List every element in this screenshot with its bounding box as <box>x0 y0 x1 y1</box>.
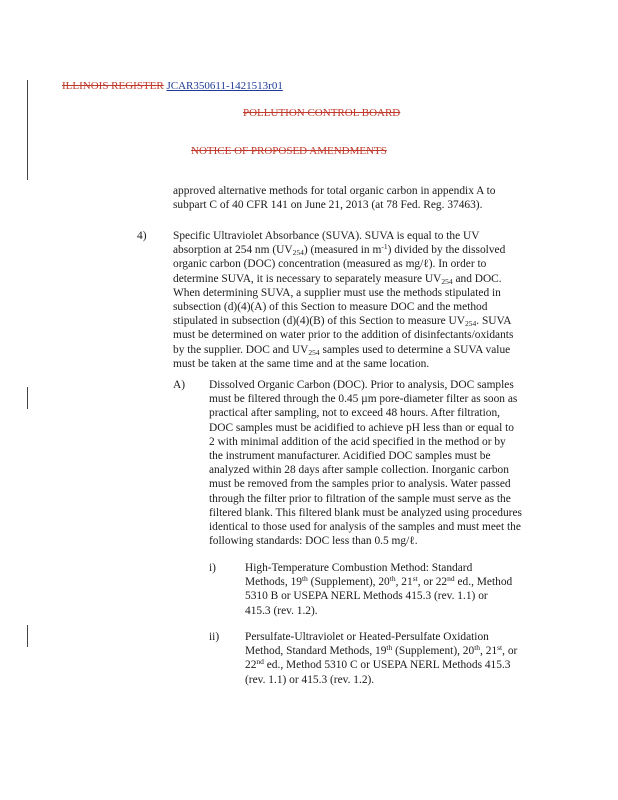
register-header <box>62 80 283 93</box>
suva-paragraph: Specific Ultraviolet Absorbance (SUVA). SUVA is equal to the UV absorption at 254 nm $(UV_{254})$ (measured in $m^{-1}$) divided by the dissolved organic carbon (DOC) concentration (measured as mg/ℓ). In order to determine SUVA, it is necessary to separately measure $UV_{254}$ and DOC. When determining SUVA, a supplier must use the methods stipulated in subsection (d)(4)(A) of this Section to measure DOC and the method stipulated in subsection (d)(4)(B) of this Section to measure $UV_{254}$. SUVA must be determined on water prior to the addition of disinfectants/oxidants by the supplier. DOC and $UV_{254}$ samples used to determine a SUVA value must be taken at the same time and at the same location. <box>173 230 514 370</box>
change-bar <box>27 80 28 180</box>
subitem-letter: A) <box>173 379 186 391</box>
combustion-method-paragraph: High-Temperature Combustion Method: Standard Methods, 19th (Supplement), 20th, 21st, or 22nd ed., Method 5310 B or USEPA NERL Methods 415.3 (rev. 1.1) or 415.3 (rev. 1.2). <box>245 562 513 617</box>
roman-item-number: ii) <box>209 631 220 643</box>
board-title: POLLUTION CONTROL BOARD <box>243 107 401 119</box>
change-bar <box>27 387 28 409</box>
roman-item-number: i) <box>209 562 216 574</box>
item-number: 4) <box>137 230 147 242</box>
notice-title: NOTICE OF PROPOSED AMENDMENTS <box>191 145 387 157</box>
change-bar <box>27 625 28 647</box>
intro-paragraph: approved alternative methods for total organic carbon in appendix A to subpart C of 40 CFR 141 on June 21, 2013 (at 78 Fed. Reg. 37463). <box>173 185 496 212</box>
persulfate-method-paragraph: Persulfate-Ultraviolet or Heated-Persulfate Oxidation Method, Standard Methods, 19th (Supplement), 20th, 21st, or 22nd ed., Method 5310 C or USEPA NERL Methods 415.3 (rev. 1.1) or 415.3 (rev. 1.2). <box>245 631 518 686</box>
register-title: ILLINOIS REGISTER <box>62 80 164 92</box>
jcar-id: JCAR350611-1421513r01 <box>166 80 283 92</box>
doc-paragraph: Dissolved Organic Carbon (DOC). Prior to analysis, DOC samples must be filtered through the 0.45 µm pore-diameter filter as soon as practical after sampling, not to exceed 48 hours. After filtration, DOC samples must be acidified to achieve pH less than or equal to 2 with minimal addition of the acid specified in the method or by the instrument manufacturer. Acidified DOC samples must be analyzed within 28 days after sample collection. Inorganic carbon must be removed from the samples prior to analysis. Water passed through the filter prior to filtration of the sample must serve as the filtered blank. This filtered blank must be analyzed using procedures identical to those used for analysis of the samples and must meet the following standards: DOC less than 0.5 mg/ℓ. <box>209 379 522 548</box>
